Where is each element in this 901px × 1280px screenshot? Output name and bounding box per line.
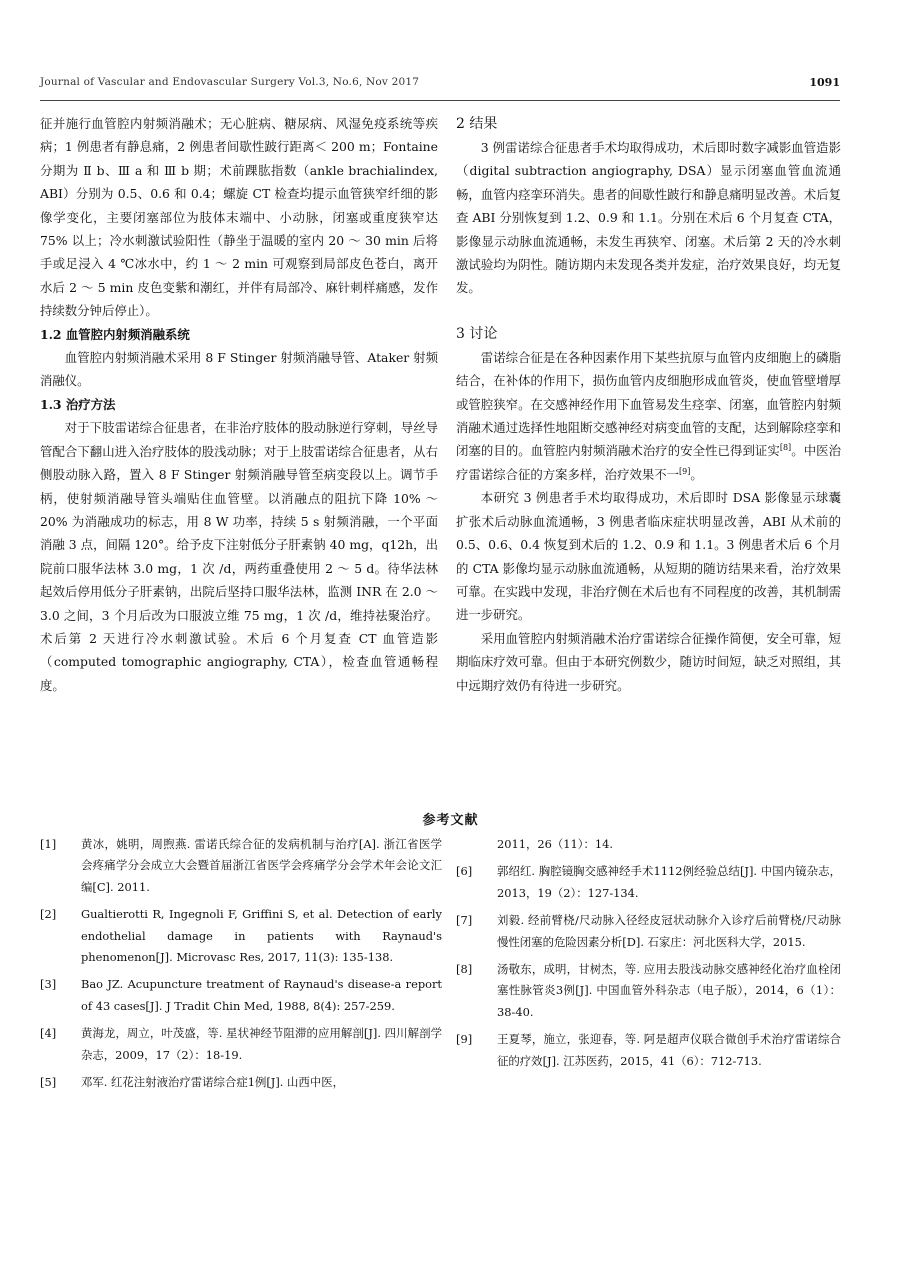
- reference-item: [456, 861, 841, 904]
- page-number: 1091: [809, 76, 840, 89]
- section-heading-results: 2 结果: [456, 116, 498, 132]
- reference-item: [40, 1072, 442, 1093]
- reference-number: [9]: [456, 1032, 473, 1047]
- reference-number: [2]: [40, 907, 57, 922]
- reference-text: Bao JZ. Acupuncture treatment of Raynaud's disease-a report of 43 cases[J]. J Tradit Chin Med, 1988, 8(4): 257-259.: [81, 977, 442, 1013]
- reference-item: [456, 1029, 841, 1072]
- discussion-text-c: 。: [690, 466, 703, 482]
- reference-number: [8]: [456, 962, 473, 977]
- reference-number: [6]: [456, 864, 473, 879]
- section-heading-discussion: 3 讨论: [456, 325, 498, 342]
- discussion-paragraph-3: 采用血管腔内射频消融术治疗雷诺综合征操作简便，安全可靠，短期临床疗效可靠。但由于本研究例数少，随访时间短，缺乏对照组，其中远期疗效仍有待进一步研究。: [456, 630, 841, 693]
- discussion-text-a: 雷诺综合征是在各种因素作用下某些抗原与血管内皮细胞上的磷脂结合，在补体的作用下，损伤血管内皮细胞形成血管炎，使血管壁增厚或管腔狭窄。在交感神经作用下血管易发生痉挛、闭塞，血管腔内射频消融术通过选择性地阻断交感神经对病变血管的支配，达到解除痉挛和闭塞的目的。血管腔内射频消融术治疗的安全性已得到证实: [456, 349, 841, 459]
- reference-item: [456, 910, 841, 953]
- reference-text: Gualtierotti R, Ingegnoli F, Griffini S, et al. Detection of early endothelial damage in patients with Raynaud's phenomenon[J]. Microvasc Res, 2017, 11(3): 135-138.: [81, 907, 442, 965]
- reference-item: [456, 959, 841, 1023]
- reference-number: [5]: [40, 1075, 57, 1090]
- reference-item: [40, 1023, 442, 1066]
- results-paragraph: 3 例雷诺综合征患者手术均取得成功，术后即时数字减影血管造影（digital subtraction angiography, DSA）显示闭塞血管血流通畅，血管内痉挛环消失。患者的间歇性跛行和静息痛明显改善。术后复查 ABI 分别恢复到 1.2、0.9 和 1.1。分别在术后 6 个月复查 CTA，影像显示动脉血流通畅，未发生再狭窄、闭塞。术后第 2 天的冷水刺激试验均为阴性。随访期内未发现各类并发症，治疗效果良好，均无复发。: [456, 140, 841, 296]
- references-left: [40, 834, 442, 1099]
- references-title: 参考文献: [422, 813, 479, 828]
- methods-paragraph-1: 征并施行血管腔内射频消融术；无心脏病、糖尿病、风湿免疫系统等疾病；1 例患者有静息痛，2 例患者间歇性跛行距离＜ 200 m；Fontaine 分期为 Ⅱ b、Ⅲ a 和 Ⅲ b 期；术前踝肱指数（ankle brachialindex, ABI）分别为 0.5、0.6 和 0.4；螺旋 CT 检查均提示血管狭窄纤细的影像学变化，主要闭塞部位为肢体末端中、小动脉，闭塞或重度狭窄达 75% 以上；冷水刺激试验阳性（静坐于温暖的室内 20 ～ 30 min 后将手或足浸入 4 ℃冰水中，约 1 ～ 2 min 可观察到局部皮色苍白，离开水后 2 ～ 5 min 皮色变紫和潮红，并伴有局部冷、麻针刺样痛感，发作持续数分钟后停止）。: [40, 116, 438, 319]
- left-column: [40, 112, 438, 697]
- discussion-paragraph-1: [456, 346, 841, 486]
- reference-text: 黄海龙，周立，叶茂盛，等. 星状神经节阻滞的应用解剖[J]. 四川解剖学杂志，2009，17（2）：18-19.: [81, 1026, 442, 1062]
- methods-paragraph-3: 对于下肢雷诺综合征患者，在非治疗肢体的股动脉逆行穿刺，导丝导管配合下翻山进入治疗肢体的股浅动脉；对于上肢雷诺综合征患者，从右侧股动脉入路，置入 8 F Stinger 射频消融导管至病变段以上。调节手柄，使射频消融导管头端贴住血管壁。以消融点的阻抗下降 10% ～ 20% 为消融成功的标志，用 8 W 功率，持续 5 s 射频消融，一个平面消融 3 点，间隔 120°。给予皮下注射低分子肝素钠 40 mg，q12h，出院前口服华法林 3.0 mg，1 次 /d，两药重叠使用 2 ～ 5 d。待华法林起效后停用低分子肝素钠，出院后坚持口服华法林，监测 INR 在 2.0 ～ 3.0 之间，3 个月后改为口服波立维 75 mg，1 次 /d，维持祛聚治疗。术后第 2 天进行冷水刺激试验。术后 6 个月复查 CT 血管造影（computed tomographic angiography, CTA），检查血管通畅程度。: [40, 420, 438, 693]
- section-heading-1-3: 1.3 治疗方法: [40, 396, 116, 412]
- reference-text: 郭绍红. 胸腔镜胸交感神经手术1112例经验总结[J]. 中国内镜杂志，2013，19（2）：127-134.: [497, 864, 841, 900]
- section-heading-1-2: 1.2 血管腔内射频消融系统: [40, 326, 190, 342]
- header-rule: [40, 100, 840, 101]
- reference-item: [40, 974, 442, 1017]
- discussion-paragraph-2: 本研究 3 例患者手术均取得成功，术后即时 DSA 影像显示球囊扩张术后动脉血流通畅，3 例患者临床症状明显改善，ABI 从术前的 0.5、0.6、0.4 恢复到术后的 1.2、0.9 和 1.1。3 例患者术后 6 个月的 CTA 影像均显示动脉血流通畅，从短期的随访结果来看，治疗效果可靠。在实践中发现，非治疗侧在术后也有不同程度的改善，其机制需进一步研究。: [456, 490, 841, 623]
- reference-item: [40, 834, 442, 898]
- reference-text: 黄冰，姚明，周煦燕. 雷诺氏综合征的发病机制与治疗[A]. 浙江省医学会疼痛学分会成立大会暨首届浙江省医学会疼痛学分会学术年会论文汇编[C]. 2011.: [81, 837, 442, 894]
- citation-8[interactable]: [8]: [779, 443, 792, 453]
- reference-number: [1]: [40, 837, 57, 851]
- right-column: [456, 112, 841, 697]
- reference-number: [4]: [40, 1026, 57, 1041]
- reference-text: 刘毅. 经前臂桡/尺动脉入径经皮冠状动脉介入诊疗后前臂桡/尺动脉慢性闭塞的危险因素分析[D]. 石家庄：河北医科大学，2015.: [497, 913, 841, 949]
- running-header: [40, 76, 840, 94]
- reference-text: 王夏琴，施立，张迎春，等. 阿是超声仪联合微创手术治疗雷诺综合征的疗效[J]. 江苏医药，2015，41（6）：712-713.: [497, 1032, 841, 1068]
- reference-number: [3]: [40, 977, 57, 992]
- citation-9[interactable]: [9]: [679, 466, 691, 476]
- reference-text: 邓军. 红花注射液治疗雷诺综合症1例[J]. 山西中医，: [81, 1075, 344, 1090]
- references-right: [456, 834, 841, 1078]
- reference-text: 汤敬东，成明，甘树杰，等. 应用去股浅动脉交感神经化治疗血栓闭塞性脉管炎3例[J]. 中国血管外科杂志（电子版），2014，6（1）：38-40.: [497, 962, 841, 1019]
- reference-number: [7]: [456, 913, 473, 928]
- reference-item: [40, 904, 442, 968]
- discussion-text-b: 。中医治疗雷诺综合征的方案多样，治疗效果不一: [456, 443, 842, 482]
- methods-paragraph-2: 血管腔内射频消融术采用 8 F Stinger 射频消融导管、Ataker 射频消融仪。: [40, 350, 438, 389]
- journal-title: Journal of Vascular and Endovascular Surgery Vol.3, No.6, Nov 2017: [40, 76, 420, 88]
- reference-continuation: 2011，26（11）：14.: [497, 837, 613, 851]
